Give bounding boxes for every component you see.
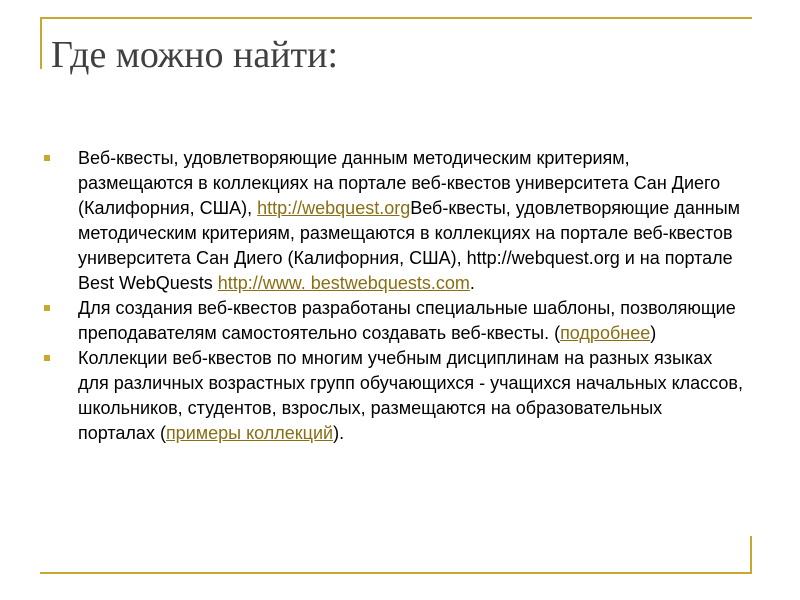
collection-examples-link[interactable]: примеры коллекций: [165, 423, 334, 443]
bullet-text: ): [650, 323, 657, 343]
bullet-item-templates: [44, 296, 744, 346]
bullet-item-webquest-collections: [44, 146, 744, 296]
left-decorative-line: [40, 17, 42, 69]
bullet-square-icon: [44, 355, 50, 361]
bullet-list: [44, 146, 744, 446]
bullet-square-icon: [44, 155, 50, 161]
bullet-item-educational-portals: [44, 346, 744, 446]
top-decorative-line: [40, 17, 752, 19]
right-decorative-line: [750, 536, 752, 574]
bullet-text: Веб-квесты, удовлетворяющие данным методическим критериям, размещаются в коллекциях на портале веб-квестов университета Сан Диего (Калифорния, США), http://webquest.org и на портале Best WebQuests: [78, 198, 741, 293]
bullet-text: Коллекции веб-квестов по многим учебным дисциплинам на разных языках для различных возрастных групп обучающихся - учащихся начальных классов, школьников, студентов, взрослых, размещаются на образовательных порталах (: [78, 348, 743, 443]
bottom-decorative-line: [40, 572, 752, 574]
bullet-square-icon: [44, 305, 50, 311]
bullet-text: Для создания веб-квестов разработаны специальные шаблоны, позволяющие преподавателям самостоятельно создавать веб-квесты. (: [78, 298, 736, 343]
bullet-text: .: [469, 273, 475, 293]
bestwebquests-link[interactable]: http://www. bestwebquests.com: [217, 273, 470, 293]
bullet-text: Веб-квесты, удовлетворяющие данным методическим критериям, размещаются в коллекциях на портале веб-квестов университета Сан Диего (Калифорния, США),: [78, 148, 721, 218]
slide-title: Где можно найти:: [51, 34, 339, 76]
webquest-org-link[interactable]: http://webquest.org: [257, 198, 411, 218]
bullet-text: ).: [333, 423, 345, 443]
details-link[interactable]: подробнее: [560, 323, 651, 343]
